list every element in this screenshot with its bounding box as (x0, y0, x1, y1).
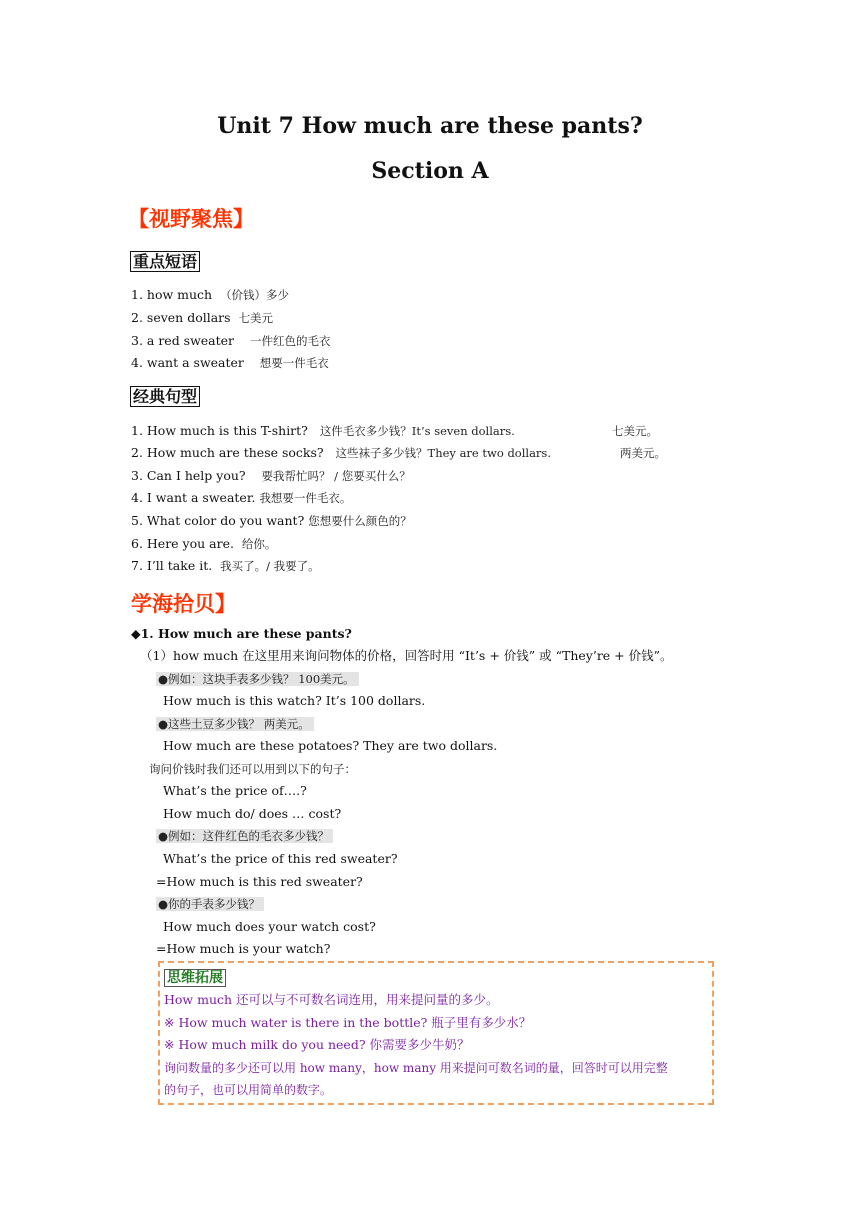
list-item: 1. How much is this T-shirt? 这件毛衣多少钱？It’s seven dollars. (131, 423, 515, 438)
section-heading-learning: 学海拾贝】 (131, 591, 236, 616)
list-item: 4. want a sweater 想要一件毛衣 (131, 355, 329, 370)
key-phrases-label: 重点短语 (130, 251, 200, 273)
extension-line: ※ How much water is there in the bottle? 瓶子里有多少水？ (164, 1015, 532, 1030)
extension-line: How much 还可以与不可数名词连用，用来提问量的多少。 (164, 992, 499, 1007)
list-item: 5. What color do you want? 您想要什么颜色的？ (131, 513, 412, 528)
example-en: How much are these potatoes? They are two dollars. (163, 738, 498, 753)
list-item-note: 七美元。 (612, 424, 658, 438)
point-title: ◆1. How much are these pants? (131, 626, 352, 641)
pattern: How much do/ does … cost? (163, 806, 342, 821)
extension-line: 的句子，也可以用简单的数字。 (164, 1083, 333, 1097)
list-item: 7. I’ll take it. 我买了。/ 我要了。 (131, 558, 320, 573)
extension-label: 思维拓展 (164, 967, 226, 988)
extension-line: ※ How much milk do you need? 你需要多少牛奶？ (164, 1037, 470, 1052)
example-zh: ●例如：这块手表多少钱？ 100美元。 (156, 670, 359, 688)
list-item: 2. How much are these socks? 这些袜子多少钱？They are two dollars. (131, 445, 551, 460)
sentence-patterns-label: 经典句型 (130, 386, 200, 408)
example-zh: ●例如：这件红色的毛衣多少钱？ (156, 827, 333, 845)
list-item: 1. how much （价钱）多少 (131, 287, 290, 302)
list-item-note: 两美元。 (620, 446, 666, 460)
list-item: 3. Can I help you? 要我帮忙吗？ / 您要买什么？ (131, 468, 411, 483)
document-title: Unit 7 How much are these pants? (217, 113, 643, 139)
list-item: 3. a red sweater 一件红色的毛衣 (131, 333, 331, 348)
extension-line: 询问数量的多少还可以用 how many，how many 用来提问可数名词的量，回答时可以用完整 (164, 1061, 668, 1075)
extension-box (158, 961, 714, 1105)
example-en: How much does your watch cost? (163, 919, 376, 934)
example-en: =How much is your watch? (156, 941, 331, 956)
pattern: What’s the price of….? (163, 783, 307, 798)
example-zh: ●这些土豆多少钱？ 两美元。 (156, 715, 314, 733)
example-en: What’s the price of this red sweater? (163, 851, 398, 866)
example-en: =How much is this red sweater? (156, 874, 363, 889)
example-en: How much is this watch? It’s 100 dollars. (163, 693, 426, 708)
note: 询问价钱时我们还可以用到以下的句子： (149, 762, 356, 776)
list-item: 4. I want a sweater. 我想要一件毛衣。 (131, 490, 352, 505)
section-heading-focus: 【视野聚焦】 (128, 206, 254, 231)
list-item: 6. Here you are. 给你。 (131, 536, 277, 551)
section-title: Section A (371, 158, 489, 184)
list-item: 2. seven dollars 七美元 (131, 310, 274, 325)
point-explanation: （1）how much 在这里用来询问物体的价格，回答时用 “It’s + 价钱” 或 “They’re + 价钱”。 (140, 648, 673, 663)
example-zh: ●你的手表多少钱？ (156, 895, 264, 913)
